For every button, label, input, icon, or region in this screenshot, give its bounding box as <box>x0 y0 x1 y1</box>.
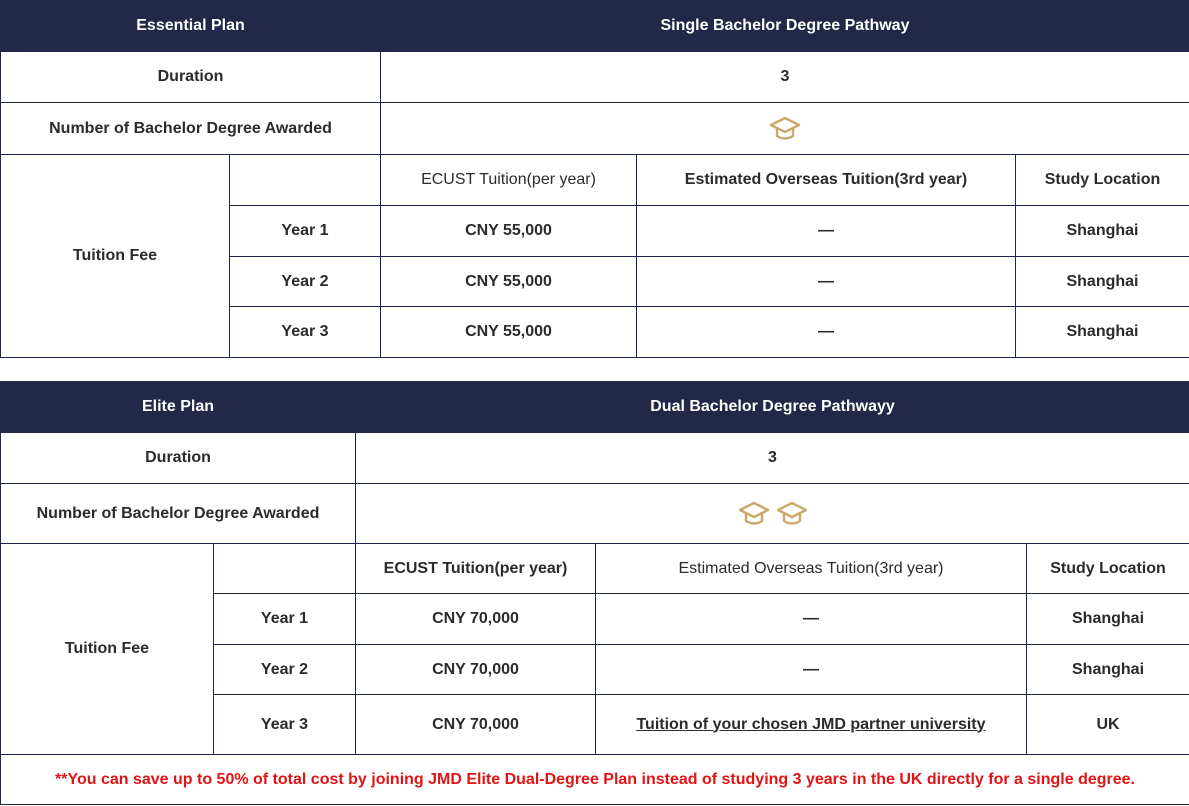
empty-header-cell <box>214 544 356 594</box>
col-header-overseas: Estimated Overseas Tuition(3rd year) <box>637 155 1016 206</box>
pathway-name: Single Bachelor Degree Pathway <box>381 1 1189 52</box>
plan-name: Essential Plan <box>1 1 381 52</box>
overseas-tuition <box>596 695 1027 755</box>
degrees-label: Number of Bachelor Degree Awarded <box>1 484 356 544</box>
study-location: Shanghai <box>1027 594 1189 645</box>
col-header-ecust: ECUST Tuition(per year) <box>356 544 596 594</box>
col-header-ecust: ECUST Tuition(per year) <box>381 155 637 206</box>
degrees-label: Number of Bachelor Degree Awarded <box>1 103 381 155</box>
overseas-tuition: — <box>596 594 1027 645</box>
duration-value: 3 <box>381 52 1189 103</box>
ecust-tuition: CNY 55,000 <box>381 307 637 358</box>
empty-header-cell <box>230 155 381 206</box>
savings-note: **You can save up to 50% of total cost by joining JMD Elite Dual-Degree Plan instead of studying 3 years in the UK directly for a single degree. <box>1 755 1189 805</box>
ecust-tuition: CNY 55,000 <box>381 257 637 307</box>
overseas-tuition: — <box>637 206 1016 257</box>
degree-icons <box>356 484 1189 544</box>
col-header-overseas: Estimated Overseas Tuition(3rd year) <box>596 544 1027 594</box>
ecust-tuition: CNY 70,000 <box>356 594 596 645</box>
duration-label: Duration <box>1 433 356 484</box>
graduation-cap-icon <box>769 115 801 143</box>
duration-label: Duration <box>1 52 381 103</box>
graduation-cap-icon <box>738 500 770 528</box>
year-label: Year 2 <box>230 257 381 307</box>
overseas-tuition: — <box>596 645 1027 695</box>
col-header-location: Study Location <box>1027 544 1189 594</box>
year-label: Year 3 <box>214 695 356 755</box>
elite-plan-table <box>0 381 1189 805</box>
ecust-tuition: CNY 70,000 <box>356 645 596 695</box>
study-location: Shanghai <box>1027 645 1189 695</box>
overseas-tuition: — <box>637 257 1016 307</box>
essential-plan-table <box>0 0 1189 358</box>
duration-value: 3 <box>356 433 1189 484</box>
study-location: UK <box>1027 695 1189 755</box>
plan-name: Elite Plan <box>1 382 356 433</box>
year-label: Year 1 <box>230 206 381 257</box>
year-label: Year 3 <box>230 307 381 358</box>
partner-university-link[interactable]: Tuition of your chosen JMD partner university <box>636 715 986 733</box>
ecust-tuition: CNY 70,000 <box>356 695 596 755</box>
study-location: Shanghai <box>1016 206 1189 257</box>
tuition-fee-label: Tuition Fee <box>1 155 230 358</box>
year-label: Year 1 <box>214 594 356 645</box>
ecust-tuition: CNY 55,000 <box>381 206 637 257</box>
study-location: Shanghai <box>1016 257 1189 307</box>
overseas-tuition: — <box>637 307 1016 358</box>
degree-icons <box>381 103 1189 155</box>
pathway-name: Dual Bachelor Degree Pathwayy <box>356 382 1189 433</box>
tuition-fee-label: Tuition Fee <box>1 544 214 755</box>
study-location: Shanghai <box>1016 307 1189 358</box>
graduation-cap-icon <box>776 500 808 528</box>
year-label: Year 2 <box>214 645 356 695</box>
col-header-location: Study Location <box>1016 155 1189 206</box>
